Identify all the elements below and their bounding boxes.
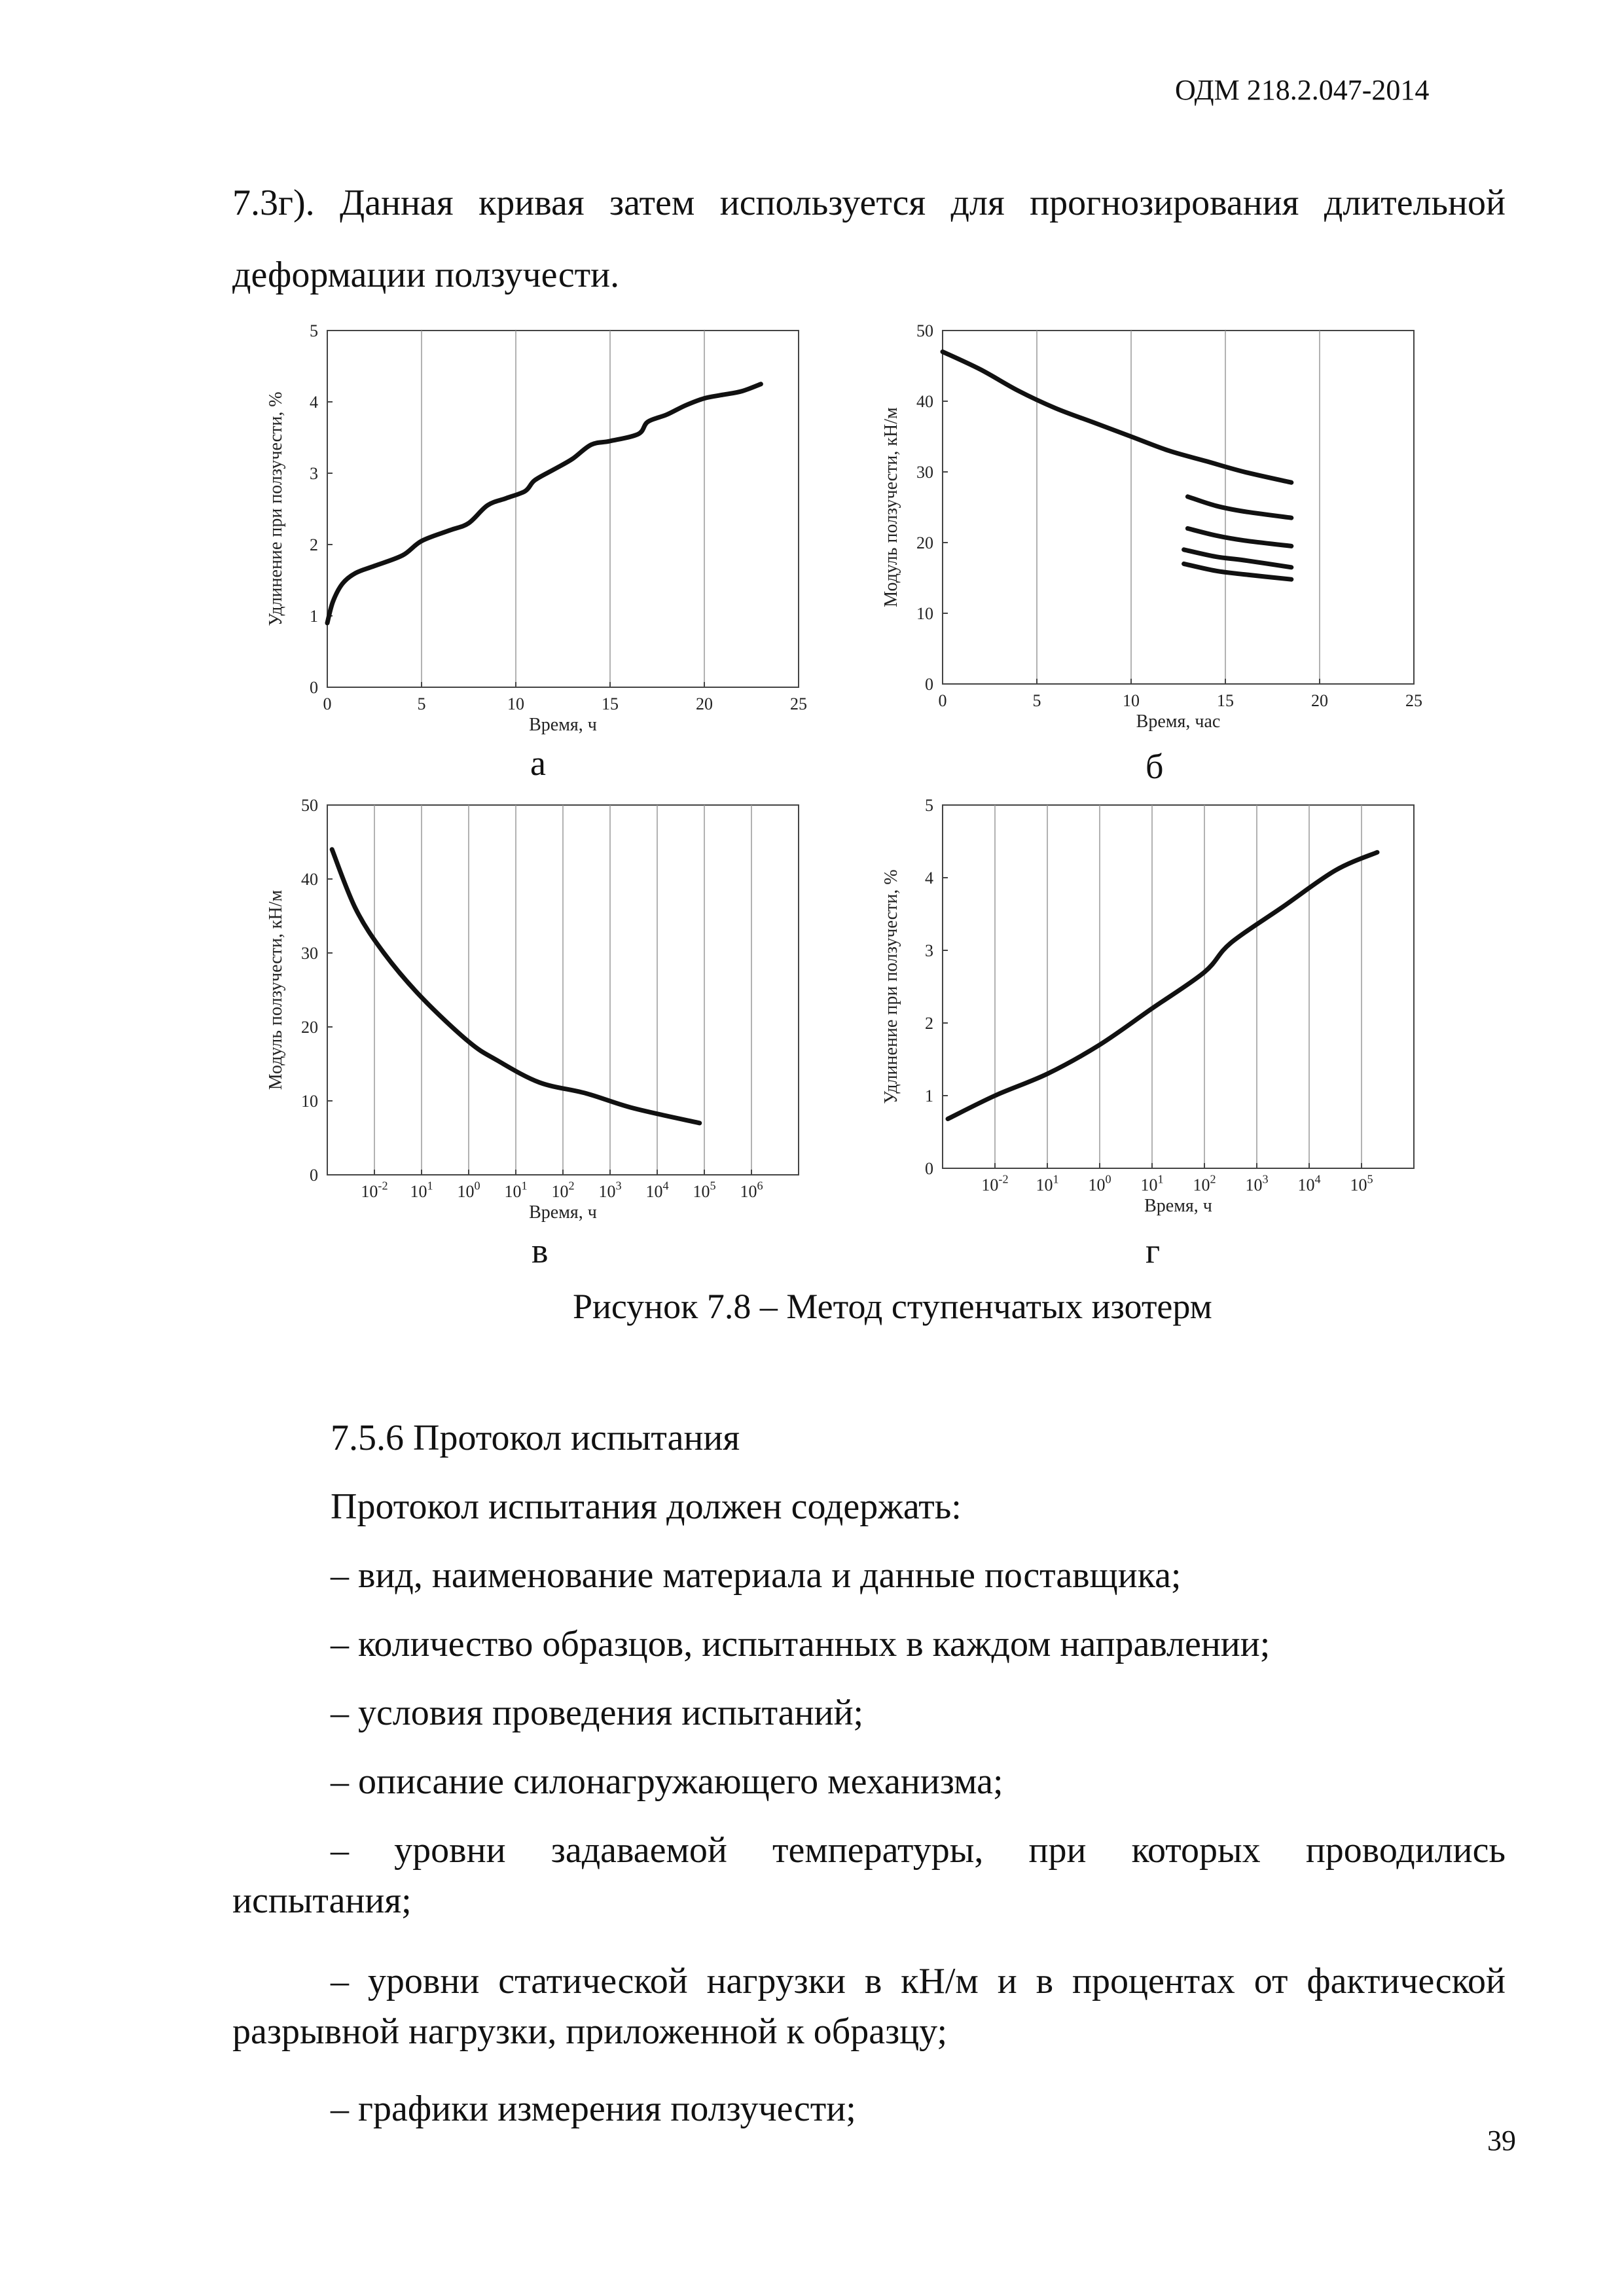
x-tick-label: $10^4$ (645, 1179, 669, 1201)
list-item: – уровни статической нагрузки в кН/м и в процентах от фактической (331, 1961, 1506, 2001)
x-tick-label: $10^{-2}$ (361, 1179, 388, 1201)
list-item: – количество образцов, испытанных в каждом направлении; (331, 1624, 1271, 1664)
x-tick-label: 5 (417, 694, 426, 713)
x-tick-label: $10^0$ (457, 1179, 480, 1201)
y-tick-label: 20 (916, 533, 933, 552)
plot-frame (943, 805, 1414, 1168)
intro-line-2: деформации ползучести. (232, 255, 620, 295)
y-tick-label: 5 (925, 796, 933, 815)
y-tick-label: 5 (310, 321, 318, 340)
y-axis-label: Модуль ползучести, кН/м (881, 407, 901, 607)
sublabel-a: а (530, 744, 546, 783)
x-tick-label: $10^{-2}$ (981, 1172, 1009, 1194)
page-number: 39 (1487, 2125, 1516, 2157)
intro-line-1: 7.3г). Данная кривая затем используется для прогнозирования длительной (232, 183, 1506, 223)
x-tick-label: $10^1$ (1036, 1172, 1059, 1194)
x-tick-label: $10^4$ (1297, 1172, 1321, 1194)
x-tick-label: 15 (602, 694, 619, 713)
x-tick-label: 5 (1032, 691, 1041, 710)
x-tick-label: 20 (1311, 691, 1328, 710)
y-tick-label: 0 (925, 1159, 933, 1178)
series-line-1 (327, 384, 761, 623)
x-tick-label: $10^5$ (1350, 1172, 1373, 1194)
series-line-4 (1184, 550, 1291, 567)
plot-frame (327, 331, 799, 687)
x-axis-label: Время, ч (529, 1202, 597, 1223)
figure-caption: Рисунок 7.8 – Метод ступенчатых изотерм (573, 1287, 1212, 1326)
document-code: ОДМ 218.2.047-2014 (1175, 74, 1430, 106)
x-axis-label: Время, ч (1144, 1196, 1212, 1216)
chart-c (242, 789, 831, 1234)
section-lead: Протокол испытания должен содержать: (331, 1486, 962, 1527)
chart-a (242, 314, 831, 746)
x-tick-label: 10 (507, 694, 524, 713)
list-item: – описание силонагружающего механизма; (331, 1761, 1003, 1802)
series-line-2 (1187, 497, 1291, 518)
y-tick-label: 3 (925, 941, 933, 960)
x-tick-label: $10^6$ (740, 1179, 763, 1201)
list-item: – условия проведения испытаний; (331, 1693, 864, 1733)
list-item-continuation: разрывной нагрузки, приложенной к образцу; (232, 2011, 947, 2052)
y-tick-label: 1 (310, 607, 318, 626)
x-tick-label: 25 (1405, 691, 1422, 710)
intro-paragraph (232, 167, 1506, 311)
list-item: – уровни задаваемой температуры, при которых проводились (331, 1830, 1506, 1871)
y-tick-label: 2 (310, 535, 318, 554)
x-axis-label: Время, час (1136, 711, 1221, 732)
sublabel-b: б (1146, 747, 1164, 786)
y-tick-label: 2 (925, 1014, 933, 1033)
x-tick-label: 0 (323, 694, 332, 713)
sublabel-c: в (532, 1231, 549, 1270)
y-tick-label: 0 (310, 678, 318, 697)
x-tick-label: $10^2$ (1193, 1172, 1216, 1194)
y-tick-label: 50 (916, 321, 933, 340)
y-tick-label: 0 (925, 675, 933, 694)
y-tick-label: 4 (925, 869, 933, 888)
x-tick-label: 15 (1217, 691, 1234, 710)
y-tick-label: 40 (301, 870, 318, 889)
x-tick-label: $10^3$ (598, 1179, 622, 1201)
y-tick-label: 4 (310, 393, 318, 412)
list-item-continuation: испытания; (232, 1880, 412, 1921)
y-tick-label: 1 (925, 1086, 933, 1105)
list-item: – вид, наименование материала и данные поставщика; (331, 1555, 1182, 1596)
series-line-1 (943, 351, 1291, 482)
y-tick-label: 10 (916, 604, 933, 623)
y-tick-label: 30 (916, 463, 933, 482)
sublabel-d: г (1146, 1231, 1161, 1270)
x-tick-label: 10 (1123, 691, 1140, 710)
y-tick-label: 50 (301, 796, 318, 815)
plot-frame (943, 331, 1414, 684)
section-title: 7.5.6 Протокол испытания (331, 1418, 740, 1458)
x-axis-label: Время, ч (529, 715, 597, 735)
y-tick-label: 40 (916, 392, 933, 411)
chart-b (857, 314, 1447, 746)
series-line-3 (1187, 528, 1291, 546)
series-line-1 (948, 852, 1377, 1119)
y-tick-label: 0 (310, 1166, 318, 1185)
y-axis-label: Модуль ползучести, кН/м (266, 889, 286, 1090)
list-item: – графики измерения ползучести; (331, 2089, 856, 2129)
x-tick-label: $10^0$ (1088, 1172, 1111, 1194)
x-tick-label: 0 (938, 691, 947, 710)
x-tick-label: $10^5$ (693, 1179, 716, 1201)
chart-d (857, 789, 1447, 1234)
y-tick-label: 30 (301, 944, 318, 963)
x-tick-label: 25 (790, 694, 807, 713)
y-axis-label: Удлинение при ползучести, % (881, 869, 901, 1104)
x-tick-label: $10^1$ (410, 1179, 433, 1201)
x-tick-label: $10^1$ (504, 1179, 528, 1201)
x-tick-label: 20 (696, 694, 713, 713)
y-tick-label: 3 (310, 464, 318, 483)
y-tick-label: 10 (301, 1092, 318, 1111)
x-tick-label: $10^3$ (1245, 1172, 1269, 1194)
y-axis-label: Удлинение при ползучести, % (266, 391, 286, 626)
y-tick-label: 20 (301, 1018, 318, 1037)
x-tick-label: $10^2$ (551, 1179, 575, 1201)
x-tick-label: $10^1$ (1140, 1172, 1164, 1194)
